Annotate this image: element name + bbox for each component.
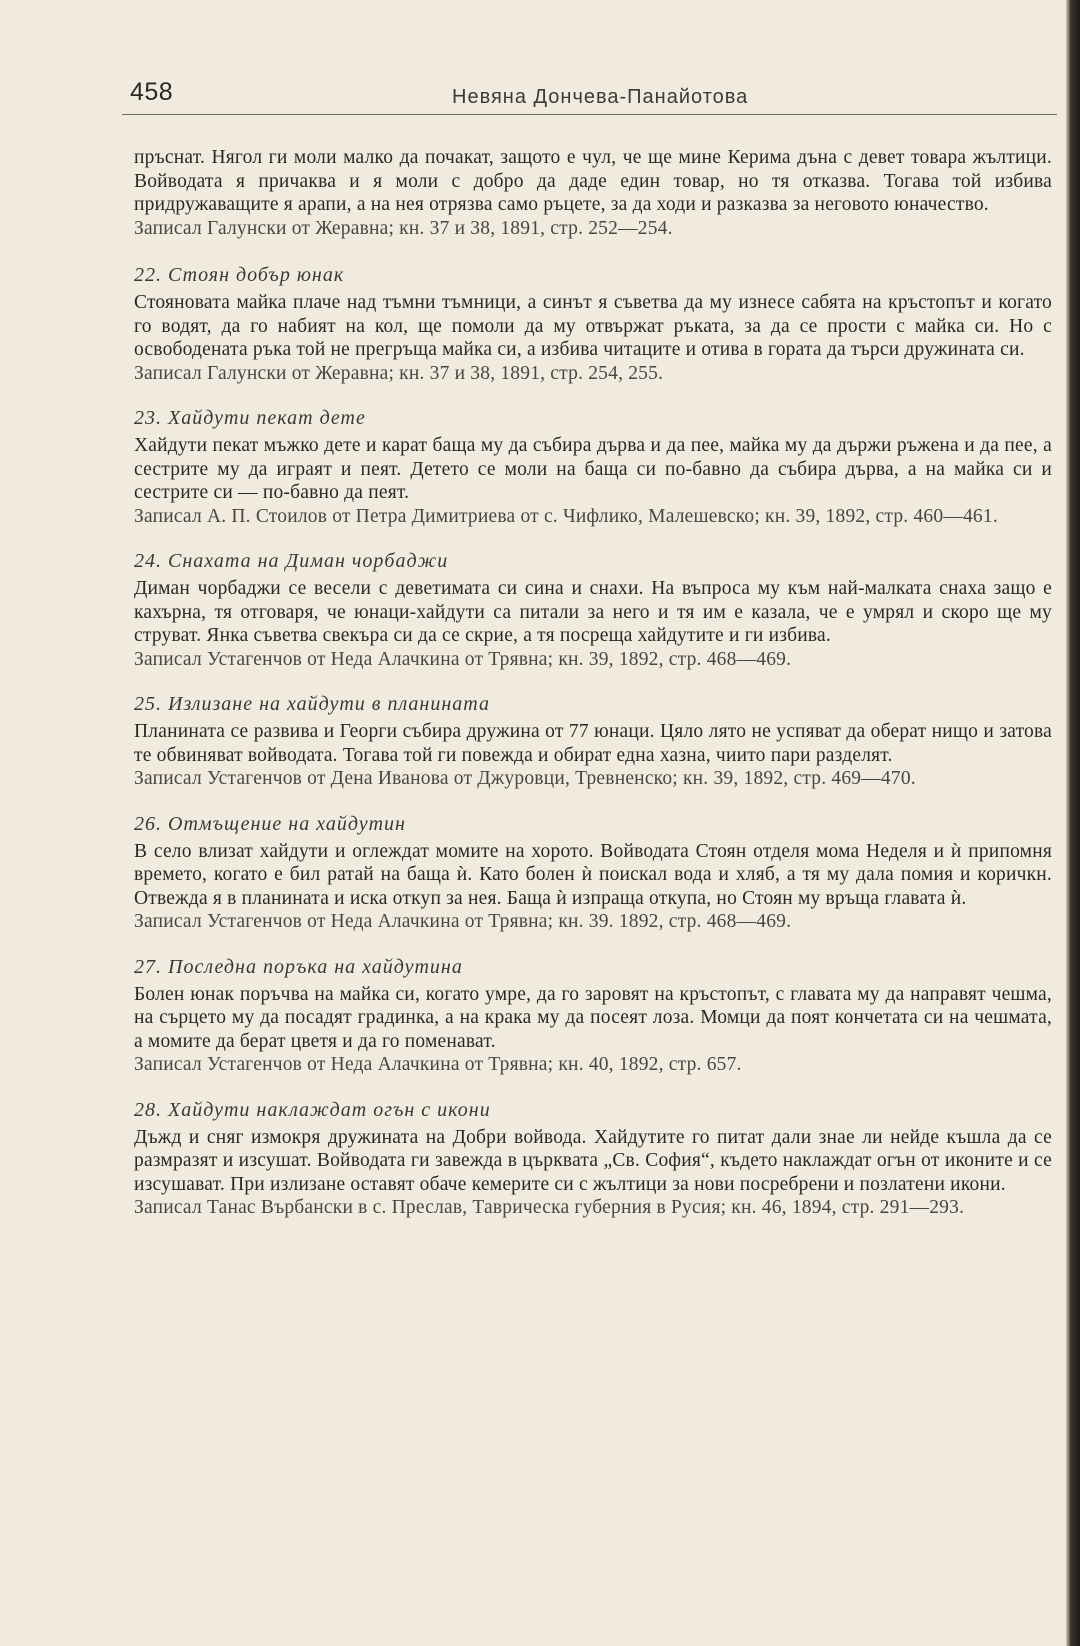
page-edge-shadow	[1066, 0, 1080, 1646]
entry-24	[134, 550, 1052, 671]
entry-summary: Планината се развива и Георги събира дружина от 77 юнаци. Цяло лято не успяват да оберат нищо и затова те обвиняват войводата. Тогава той ги повежда и обират една хазна, чиито пари разделят.	[134, 721, 1052, 766]
entry-summary: Хайдути пекат мъжко дете и карат баща му да събира дърва и да пее, майка му да държи ръжена и да пее, а сестрите му да играят и пеят. Детето се моли на баща си по-бавно да събира дърва, а на майка си и сестрите си — по-бавно да пеят.	[134, 435, 1052, 503]
entry-source: Записал Устагенчов от Неда Алачкина от Трявна; кн. 40, 1892, стр. 657.	[134, 1054, 742, 1075]
entry-summary: Стояновата майка плаче над тъмни тъмници, а синът я съветва да му изнесе сабята на кръстопът и когато го водят, да го набият на кол, ще помоли да му отвържат ръката, за да се прости с майка си. Но с освободената ръка той не прегръща майка си, а избива читаците и отива в гората да търси дружината си.	[134, 292, 1052, 360]
entry-summary: пръснат. Нягол ги моли малко да почакат, защото е чул, че ще мине Керима дъна с девет товара жълтици. Войводата я причаква и я моли с добро да даде един товар, но тя отказва. Тогава той избива придружаващите я арапи, а на нея отрязва само ръцете, за да ходи и разказва за неговото юначество.	[134, 147, 1052, 215]
entry-summary: Болен юнак поръчва на майка си, когато умре, да го заровят на кръстопът, с главата му да направят чешма, на сърцето му да посадят градинка, а на крака му да посеят лоза. Момци да поят кончетата си на чешмата, а момите да берат цветя и да го поменават.	[134, 983, 1052, 1052]
entry-source: Записал А. П. Стоилов от Петра Димитриева от с. Чифлико, Малешевско; кн. 39, 1892, стр. 460—461.	[134, 505, 998, 527]
page-number: 458	[130, 78, 174, 106]
entry-26	[134, 813, 1052, 934]
entry-title: 27. Последна поръка на хайдутина	[134, 955, 463, 978]
entry-source: Записал Устагенчов от Неда Алачкина от Трявна; кн. 39, 1892, стр. 468—469.	[134, 648, 792, 670]
entry-source: Записал Танас Върбански в с. Преслав, Таврическа губерния в Русия; кн. 46, 1894, стр. 291—293.	[134, 1197, 965, 1218]
entry-title: 22. Стоян добър юнак	[134, 264, 345, 286]
entry-summary: Дъжд и сняг измокря дружината на Добри войвода. Хайдутите го питат дали знае ли нейде къшла да се размразят и изсушат. Войводата ги завежда в църквата „Св. София“, където наклаждат огън от иконите и се изсушават. При излизане оставят обаче кемерите си с жълтици за нови посребрени и позлатени икони.	[134, 1126, 1052, 1195]
entry-25	[134, 693, 1052, 791]
entry-source: Записал Галунски от Жеравна; кн. 37 и 38, 1891, стр. 252—254.	[134, 217, 673, 239]
page-body	[134, 146, 1052, 1242]
entry-27	[134, 956, 1052, 1077]
entry-22	[134, 264, 1052, 385]
entry-title: 26. Отмъщение на хайдутин	[134, 812, 406, 835]
running-head: Невяна Дончева-Панайотова	[452, 86, 749, 108]
entry-title: 28. Хайдути наклаждат огън с икони	[134, 1098, 491, 1121]
entry-source: Записал Устагенчов от Дена Иванова от Джуровци, Тревненско; кн. 39, 1892, стр. 469—470.	[134, 768, 916, 789]
entry-23	[134, 407, 1052, 528]
entry-title: 24. Снахата на Диман чорбаджи	[134, 550, 449, 572]
entry-28	[134, 1099, 1052, 1220]
entry-summary: Диман чорбаджи се весели с деветимата си сина и снахи. На въпроса му към най-малката снаха защо е кахърна, тя отговаря, че юнаци-хайдути са питали за него и тя им е казала, че е умрял и скоро ще му струват. Янка съветва свекъра си да се скрие, а тя посреща хайдутите и ги избива.	[134, 578, 1052, 646]
entry-continuation	[134, 146, 1052, 240]
page-header	[122, 74, 1057, 115]
entry-source: Записал Устагенчов от Неда Алачкина от Трявна; кн. 39. 1892, стр. 468—469.	[134, 911, 792, 932]
entry-title: 25. Излизане на хайдути в планината	[134, 693, 490, 715]
entry-source: Записал Галунски от Жеравна; кн. 37 и 38, 1891, стр. 254, 255.	[134, 362, 664, 384]
entry-summary: В село влизат хайдути и оглеждат момите на хорото. Войводата Стоян отделя мома Неделя и ѝ припомня времето, когато е бил ратай на баща ѝ. Като болен ѝ поискал вода и хляб, а тя му дала помия и коричкн. Отвежда я в планината и иска откуп за нея. Баща ѝ изпраща откупа, но Стоян му връща главата ѝ.	[134, 840, 1052, 909]
entry-title: 23. Хайдути пекат дете	[134, 407, 366, 429]
